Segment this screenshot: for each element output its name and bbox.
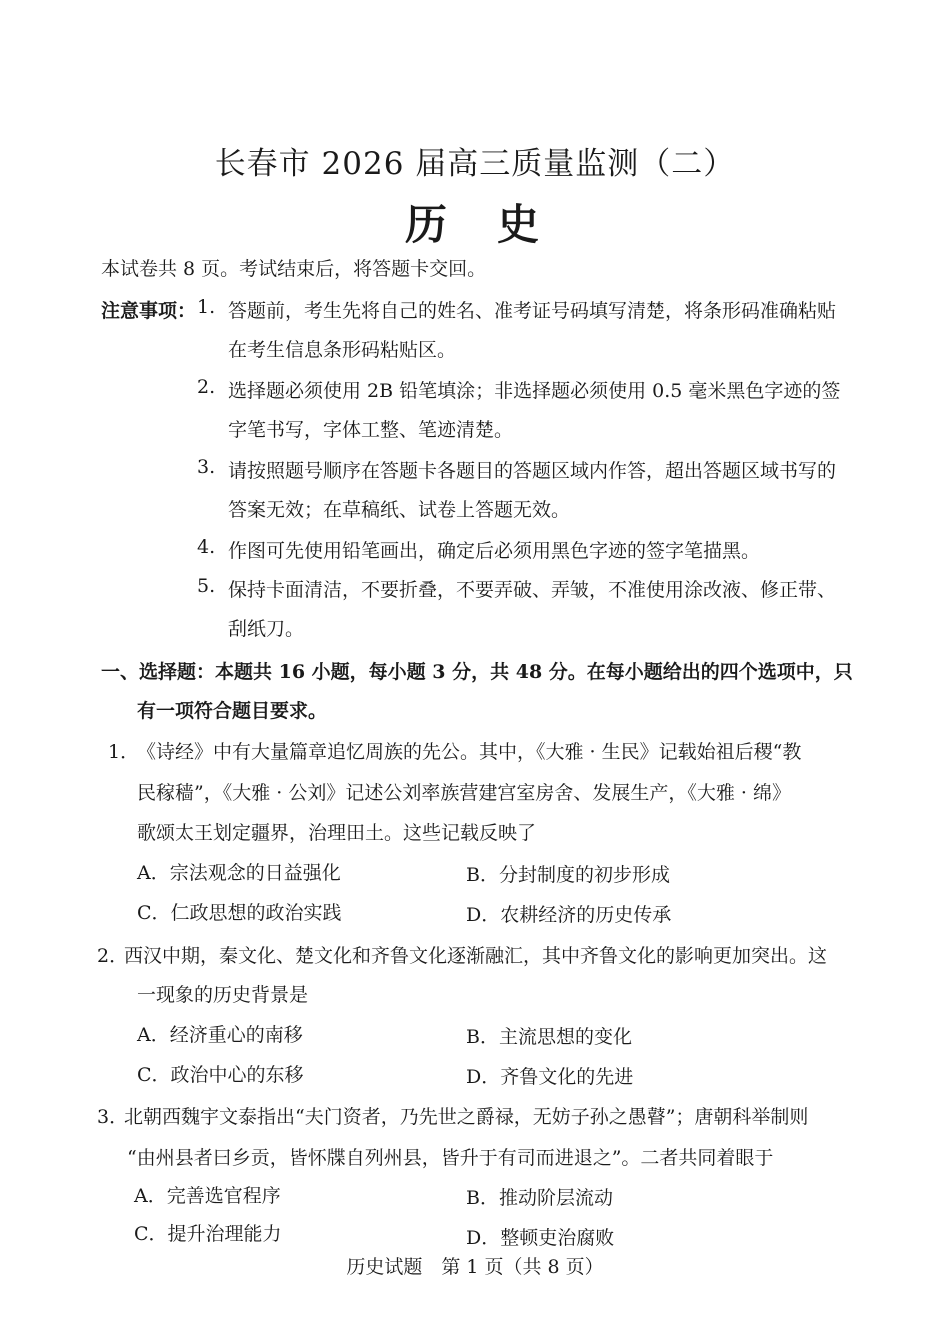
question-3-option-d[interactable]: D．整顿吏治腐败: [466, 1227, 615, 1249]
exam-title: 长春市 2026 届高三质量监测（二）: [214, 146, 736, 182]
notice-item-5-line-2: 刮纸刀。: [228, 618, 305, 640]
notice-item-3-num: 3.: [197, 456, 216, 478]
section-heading-line-1: 一、选择题：本题共 16 小题，每小题 3 分，共 48 分。在每小题给出的四个选项中，只: [101, 661, 853, 683]
question-1-option-d[interactable]: D．农耕经济的历史传承: [466, 904, 672, 926]
page-footer: 历史试题 第 1 页（共 8 页）: [346, 1256, 604, 1278]
subject-char-2: 史: [497, 200, 546, 249]
question-2-line-2: 一现象的历史背景是: [137, 984, 309, 1006]
question-1-line-3: 歌颂太王划定疆界，治理田土。这些记载反映了: [137, 822, 537, 844]
question-2-option-b[interactable]: B．主流思想的变化: [466, 1026, 632, 1048]
notice-label: 注意事项：: [101, 300, 197, 322]
question-1-option-c[interactable]: C．仁政思想的政治实践: [137, 902, 342, 924]
question-1-line-1: 《诗经》中有大量篇章追忆周族的先公。其中，《大雅 · 生民》记载始祖后稷“教: [137, 741, 802, 763]
notice-item-1-num: 1.: [197, 296, 216, 318]
question-3-line-2: “由州县者曰乡贡，皆怀牒自列州县，皆升于有司而进退之”。二者共同着眼于: [127, 1147, 774, 1169]
question-1-option-a[interactable]: A．宗法观念的日益强化: [137, 862, 341, 884]
question-2-option-c[interactable]: C．政治中心的东移: [137, 1064, 304, 1086]
intro-text: 本试卷共 8 页。考试结束后，将答题卡交回。: [101, 258, 487, 280]
notice-item-3-line-1: 请按照题号顺序在答题卡各题目的答题区域内作答，超出答题区域书写的: [228, 460, 837, 482]
question-3-option-c[interactable]: C．提升治理能力: [134, 1223, 282, 1245]
question-3-number: 3．: [97, 1106, 129, 1128]
question-3-option-a[interactable]: A．完善选官程序: [134, 1185, 281, 1207]
question-2-option-a[interactable]: A．经济重心的南移: [137, 1024, 303, 1046]
question-3-line-1: 北朝西魏宇文泰指出“夫门资者，乃先世之爵禄，无妨子孙之愚瞽”；唐朝科举制则: [124, 1106, 809, 1128]
notice-item-4-line-1: 作图可先使用铅笔画出，确定后必须用黑色字迹的签字笔描黑。: [228, 540, 761, 562]
section-heading-line-2: 有一项符合题目要求。: [137, 700, 328, 722]
subject-char-1: 历: [404, 200, 453, 249]
question-1-line-2: 民稼穑”，《大雅 · 公刘》记述公刘率族营建宫室房舍、发展生产，《大雅 · 绵》: [137, 782, 791, 804]
question-2-line-1: 西汉中期，秦文化、楚文化和齐鲁文化逐渐融汇，其中齐鲁文化的影响更加突出。这: [124, 945, 828, 967]
notice-item-2-line-1: 选择题必须使用 2B 铅笔填涂；非选择题必须使用 0.5 毫米黑色字迹的签: [228, 380, 841, 402]
notice-item-2-num: 2.: [197, 376, 216, 398]
question-2-option-d[interactable]: D．齐鲁文化的先进: [466, 1066, 634, 1088]
question-3-option-b[interactable]: B．推动阶层流动: [466, 1187, 613, 1209]
notice-item-1-line-1: 答题前，考生先将自己的姓名、准考证号码填写清楚，将条形码准确粘贴: [228, 300, 837, 322]
notice-item-3-line-2: 答案无效；在草稿纸、试卷上答题无效。: [228, 499, 571, 521]
question-2-number: 2．: [97, 945, 129, 967]
question-1-number: 1．: [108, 741, 140, 763]
subject-title: [0, 192, 950, 252]
question-1-option-b[interactable]: B．分封制度的初步形成: [466, 864, 670, 886]
notice-item-2-line-2: 字笔书写，字体工整、笔迹清楚。: [228, 419, 514, 441]
notice-item-1-line-2: 在考生信息条形码粘贴区。: [228, 339, 457, 361]
notice-item-5-line-1: 保持卡面清洁，不要折叠，不要弄破、弄皱，不准使用涂改液、修正带、: [228, 579, 837, 601]
notice-item-5-num: 5.: [197, 575, 216, 597]
notice-item-4-num: 4.: [197, 536, 216, 558]
